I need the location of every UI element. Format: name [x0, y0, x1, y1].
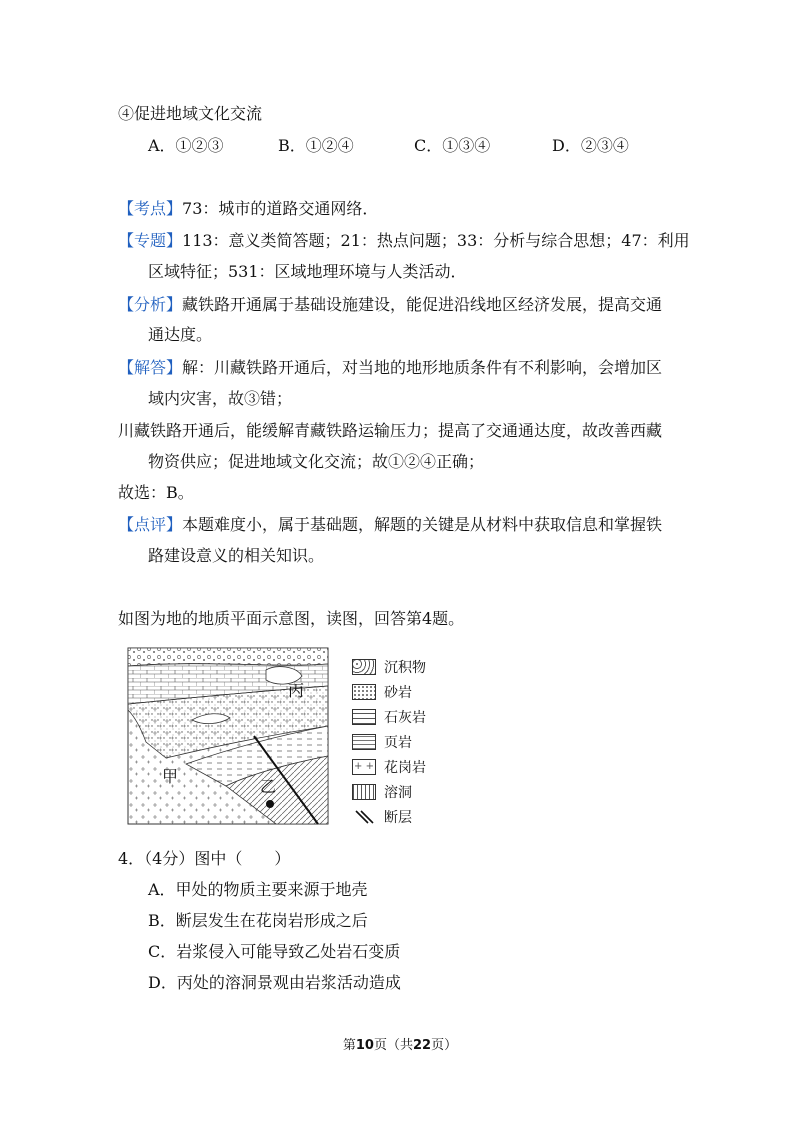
jieda-text-1: 解：川藏铁路开通后，对当地的地形地质条件有不利影响，会增加区 [182, 358, 663, 377]
legend-label: 沉积物 [384, 660, 426, 676]
label-yi: 乙 [260, 777, 277, 796]
choice-d: D．丙处的溶洞景观由岩浆活动造成 [148, 973, 401, 992]
option-d: D．②③④ [552, 136, 629, 155]
shale-icon [352, 734, 376, 750]
question-stem: 4．（4分）图中（ ） [118, 849, 291, 868]
jieda-line-1 [118, 357, 662, 379]
choice-c: C．岩浆侵入可能导致乙处岩石变质 [148, 942, 401, 961]
page-footer: 第10页（共22页） [342, 1038, 458, 1053]
jieda-tag: 【解答】 [118, 358, 183, 377]
granite-icon: + + [352, 759, 376, 775]
choice-b: B．断层发生在花岗岩形成之后 [148, 911, 368, 930]
cave-icon [352, 784, 376, 800]
dianping-text-1: 本题难度小，属于基础题，解题的关键是从材料中获取信息和掌握铁 [182, 515, 663, 534]
fenxi-line-1 [118, 294, 662, 316]
jieda-line-2: 域内灾害，故③错； [148, 389, 293, 408]
sediment-icon [352, 659, 376, 675]
dianping-line-2: 路建设意义的相关知识。 [148, 546, 325, 565]
legend-label: 页岩 [384, 735, 412, 751]
fenxi-line-2: 通达度。 [148, 325, 213, 344]
legend-item-fault [352, 806, 412, 828]
legend-item-shale [352, 731, 412, 753]
zhuanti-text-1: 113：意义类简答题；21：热点问题；33：分析与综合思想；47：利用 [182, 231, 690, 250]
zhuanti-line-1 [118, 230, 690, 252]
legend-label: 花岗岩 [384, 760, 426, 776]
option-c: C．①③④ [414, 136, 491, 155]
fault-icon [352, 809, 376, 825]
option-b: B．①②④ [278, 136, 354, 155]
geology-figure [126, 646, 346, 826]
legend-item-sandstone [352, 681, 412, 703]
legend-item-limestone [352, 706, 426, 728]
page-total: 22 [413, 1038, 432, 1053]
kaodian-line [118, 198, 378, 220]
kaodian-text: 73：城市的道路交通网络． [182, 199, 379, 218]
option-a: A．①②③ [148, 136, 224, 155]
legend-label: 溶洞 [384, 785, 412, 801]
choice-a: A．甲处的物质主要来源于地壳 [148, 880, 368, 899]
sandstone-icon [352, 684, 376, 700]
jieda-line-4: 物资供应；促进地域文化交流；故①②④正确； [148, 452, 485, 471]
dianping-tag: 【点评】 [118, 515, 183, 534]
page-number: 10 [355, 1038, 374, 1053]
dianping-line-1 [118, 514, 662, 536]
jieda-line-5: 故选：B。 [118, 483, 194, 502]
label-bing: 丙 [288, 681, 305, 700]
jieda-line-3: 川藏铁路开通后，能缓解青藏铁路运输压力；提高了交通通达度，故改善西藏 [118, 421, 663, 440]
statement-4: ④促进地域文化交流 [118, 104, 263, 123]
point-yi [266, 800, 274, 808]
legend-item-sediment [352, 656, 426, 678]
legend-label: 石灰岩 [384, 710, 426, 726]
label-jia: 甲 [162, 767, 179, 786]
limestone-icon [352, 709, 376, 725]
zhuanti-line-2: 区域特征；531：区域地理环境与人类活动． [148, 262, 467, 281]
kaodian-tag: 【考点】 [118, 199, 183, 218]
legend-item-granite [352, 756, 426, 778]
question-intro: 如图为地的地质平面示意图，读图，回答第4题。 [118, 609, 465, 628]
legend-label: 砂岩 [384, 685, 412, 701]
fenxi-tag: 【分析】 [118, 295, 183, 314]
fenxi-text-1: 藏铁路开通属于基础设施建设，能促进沿线地区经济发展，提高交通 [182, 295, 663, 314]
legend-label: 断层 [384, 810, 412, 826]
legend-item-cave [352, 781, 412, 803]
sediment-layer [128, 648, 328, 666]
zhuanti-tag: 【专题】 [118, 231, 183, 250]
